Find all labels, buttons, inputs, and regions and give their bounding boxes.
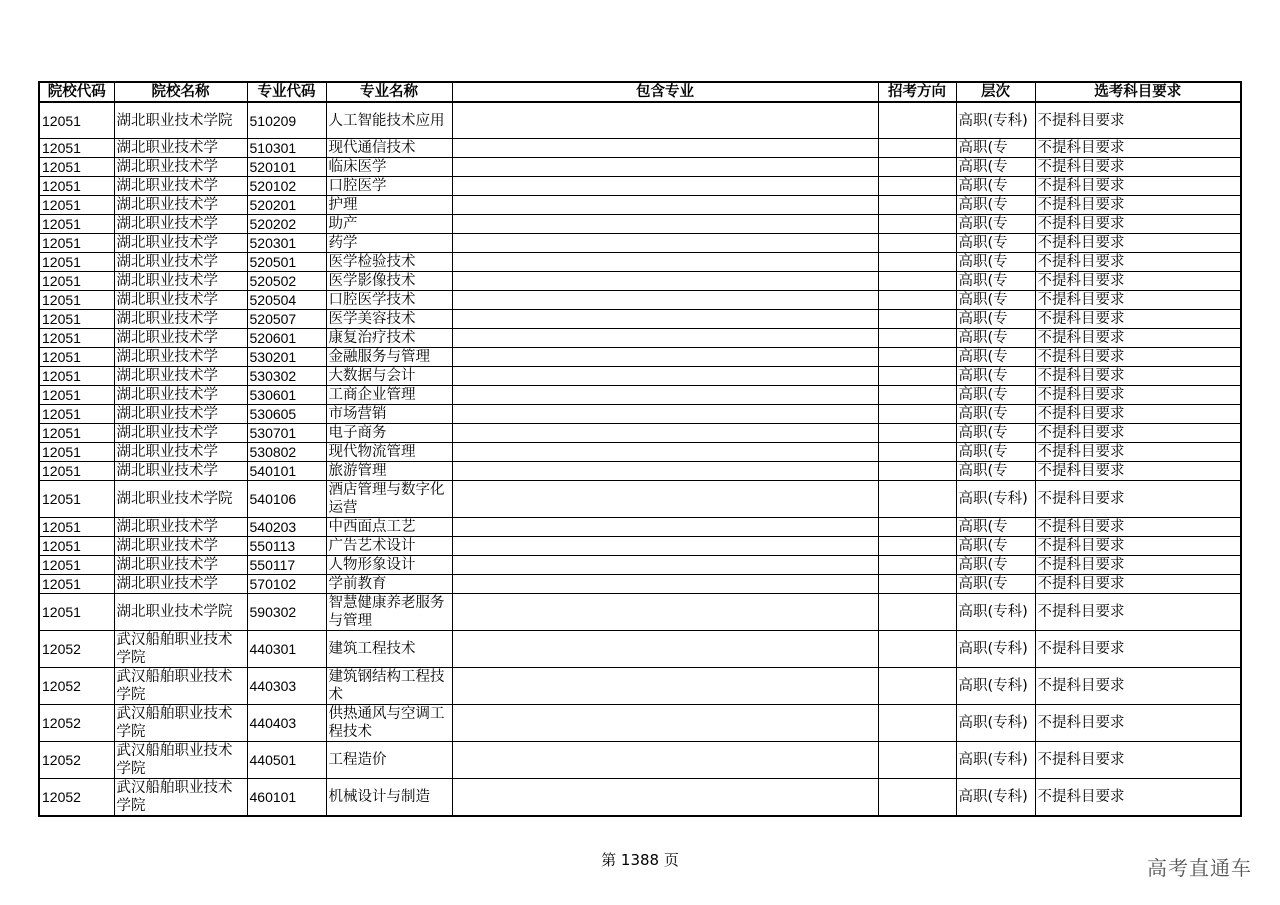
cell-level: 高职(专 [956,310,1035,329]
cell-major-name: 广告艺术设计 [326,537,452,556]
cell-included-majors [452,234,878,253]
cell-subject-requirement: 不提科目要求 [1035,556,1241,575]
cell-major-name: 药学 [326,234,452,253]
cell-direction [878,631,956,668]
table-row [39,779,1241,817]
cell-included-majors [452,329,878,348]
cell-subject-requirement: 不提科目要求 [1035,272,1241,291]
header-major-code: 专业代码 [247,82,326,102]
cell-school-name: 湖北职业技术学 [114,386,247,405]
cell-major-code: 510301 [247,139,326,158]
cell-major-name: 电子商务 [326,424,452,443]
header-school-code: 院校代码 [39,82,114,102]
cell-included-majors [452,575,878,594]
cell-major-code: 520201 [247,196,326,215]
cell-level: 高职(专科) [956,594,1035,631]
cell-major-name: 口腔医学技术 [326,291,452,310]
cell-level: 高职(专 [956,424,1035,443]
cell-school-code: 12051 [39,102,114,139]
cell-direction [878,742,956,779]
cell-school-name: 湖北职业技术学 [114,405,247,424]
cell-included-majors [452,668,878,705]
cell-subject-requirement: 不提科目要求 [1035,234,1241,253]
cell-included-majors [452,386,878,405]
cell-level: 高职(专 [956,253,1035,272]
cell-major-name: 人工智能技术应用 [326,102,452,139]
cell-school-code: 12051 [39,253,114,272]
cell-direction [878,537,956,556]
table-row [39,139,1241,158]
table-row [39,215,1241,234]
table-row [39,348,1241,367]
cell-included-majors [452,742,878,779]
cell-school-code: 12051 [39,329,114,348]
cell-school-code: 12051 [39,594,114,631]
cell-major-code: 440303 [247,668,326,705]
cell-major-name: 供热通风与空调工程技术 [326,705,452,742]
cell-included-majors [452,310,878,329]
cell-major-code: 540101 [247,462,326,481]
cell-subject-requirement: 不提科目要求 [1035,537,1241,556]
cell-school-code: 12051 [39,177,114,196]
cell-level: 高职(专 [956,462,1035,481]
cell-major-name: 护理 [326,196,452,215]
cell-major-code: 440403 [247,705,326,742]
cell-direction [878,705,956,742]
cell-school-code: 12051 [39,462,114,481]
cell-school-name: 湖北职业技术学 [114,196,247,215]
cell-direction [878,367,956,386]
cell-included-majors [452,348,878,367]
cell-level: 高职(专 [956,139,1035,158]
cell-school-name: 湖北职业技术学 [114,443,247,462]
cell-major-code: 520502 [247,272,326,291]
cell-major-code: 530201 [247,348,326,367]
cell-level: 高职(专 [956,291,1035,310]
cell-subject-requirement: 不提科目要求 [1035,253,1241,272]
cell-level: 高职(专科) [956,742,1035,779]
cell-school-code: 12051 [39,556,114,575]
cell-school-name: 湖北职业技术学 [114,158,247,177]
cell-direction [878,443,956,462]
cell-level: 高职(专 [956,215,1035,234]
table-row [39,234,1241,253]
table-row [39,386,1241,405]
cell-subject-requirement: 不提科目要求 [1035,329,1241,348]
cell-level: 高职(专 [956,537,1035,556]
watermark: 高考直通车 [1147,856,1252,880]
cell-school-code: 12051 [39,348,114,367]
cell-school-name: 湖北职业技术学 [114,329,247,348]
cell-included-majors [452,481,878,518]
table-row [39,424,1241,443]
cell-major-name: 现代物流管理 [326,443,452,462]
cell-included-majors [452,139,878,158]
cell-school-code: 12051 [39,196,114,215]
cell-included-majors [452,631,878,668]
cell-major-name: 智慧健康养老服务与管理 [326,594,452,631]
cell-school-name: 湖北职业技术学院 [114,481,247,518]
cell-subject-requirement: 不提科目要求 [1035,631,1241,668]
cell-level: 高职(专 [956,405,1035,424]
cell-direction [878,177,956,196]
cell-level: 高职(专 [956,556,1035,575]
admissions-table [38,81,1242,817]
cell-subject-requirement: 不提科目要求 [1035,139,1241,158]
cell-level: 高职(专科) [956,102,1035,139]
cell-school-code: 12051 [39,272,114,291]
cell-major-code: 530302 [247,367,326,386]
cell-subject-requirement: 不提科目要求 [1035,443,1241,462]
cell-major-code: 540106 [247,481,326,518]
cell-school-code: 12051 [39,158,114,177]
table-row [39,405,1241,424]
cell-level: 高职(专 [956,575,1035,594]
header-school-name: 院校名称 [114,82,247,102]
header-major-name: 专业名称 [326,82,452,102]
cell-major-code: 530605 [247,405,326,424]
cell-major-name: 工程造价 [326,742,452,779]
table-row [39,742,1241,779]
cell-school-name: 湖北职业技术学 [114,367,247,386]
cell-included-majors [452,518,878,537]
cell-major-name: 旅游管理 [326,462,452,481]
table-row [39,253,1241,272]
table-row [39,705,1241,742]
header-level: 层次 [956,82,1035,102]
cell-school-name: 湖北职业技术学 [114,272,247,291]
cell-included-majors [452,253,878,272]
cell-major-name: 医学美容技术 [326,310,452,329]
cell-direction [878,329,956,348]
cell-direction [878,348,956,367]
table-row [39,594,1241,631]
cell-subject-requirement: 不提科目要求 [1035,102,1241,139]
cell-school-name: 湖北职业技术学 [114,215,247,234]
cell-school-code: 12051 [39,481,114,518]
cell-included-majors [452,537,878,556]
cell-direction [878,481,956,518]
cell-direction [878,102,956,139]
cell-direction [878,405,956,424]
cell-school-code: 12052 [39,742,114,779]
cell-subject-requirement: 不提科目要求 [1035,705,1241,742]
cell-school-name: 武汉船舶职业技术学院 [114,779,247,817]
cell-direction [878,668,956,705]
cell-school-code: 12051 [39,215,114,234]
cell-major-name: 中西面点工艺 [326,518,452,537]
cell-school-name: 湖北职业技术学 [114,234,247,253]
cell-subject-requirement: 不提科目要求 [1035,177,1241,196]
table-row [39,196,1241,215]
table-row [39,310,1241,329]
cell-level: 高职(专 [956,367,1035,386]
cell-level: 高职(专 [956,158,1035,177]
cell-level: 高职(专科) [956,779,1035,817]
cell-school-code: 12051 [39,234,114,253]
cell-level: 高职(专 [956,272,1035,291]
table-row [39,537,1241,556]
cell-major-code: 520504 [247,291,326,310]
cell-major-name: 大数据与会计 [326,367,452,386]
cell-level: 高职(专 [956,329,1035,348]
cell-school-name: 湖北职业技术学 [114,537,247,556]
cell-major-name: 建筑钢结构工程技术 [326,668,452,705]
cell-direction [878,556,956,575]
table-row [39,177,1241,196]
cell-school-code: 12051 [39,139,114,158]
cell-school-code: 12051 [39,367,114,386]
header-subject-requirement: 选考科目要求 [1035,82,1241,102]
cell-level: 高职(专科) [956,631,1035,668]
cell-subject-requirement: 不提科目要求 [1035,348,1241,367]
cell-school-code: 12051 [39,291,114,310]
cell-major-name: 临床医学 [326,158,452,177]
cell-direction [878,234,956,253]
cell-school-name: 湖北职业技术学 [114,575,247,594]
cell-major-code: 520501 [247,253,326,272]
cell-subject-requirement: 不提科目要求 [1035,405,1241,424]
cell-school-code: 12051 [39,405,114,424]
cell-subject-requirement: 不提科目要求 [1035,158,1241,177]
cell-major-name: 现代通信技术 [326,139,452,158]
cell-direction [878,253,956,272]
cell-school-name: 武汉船舶职业技术学院 [114,742,247,779]
cell-direction [878,215,956,234]
table-row [39,481,1241,518]
cell-included-majors [452,443,878,462]
table-header-row [39,82,1241,102]
cell-school-name: 湖北职业技术学 [114,177,247,196]
cell-included-majors [452,177,878,196]
cell-major-name: 酒店管理与数字化运营 [326,481,452,518]
cell-major-name: 建筑工程技术 [326,631,452,668]
cell-included-majors [452,367,878,386]
cell-major-name: 口腔医学 [326,177,452,196]
table-row [39,291,1241,310]
cell-major-code: 530601 [247,386,326,405]
cell-major-code: 550117 [247,556,326,575]
cell-school-code: 12051 [39,310,114,329]
cell-school-code: 12051 [39,537,114,556]
cell-major-code: 530701 [247,424,326,443]
table-row [39,272,1241,291]
cell-direction [878,424,956,443]
cell-included-majors [452,272,878,291]
cell-included-majors [452,405,878,424]
table-row [39,102,1241,139]
cell-included-majors [452,196,878,215]
cell-subject-requirement: 不提科目要求 [1035,481,1241,518]
cell-included-majors [452,291,878,310]
cell-school-name: 武汉船舶职业技术学院 [114,668,247,705]
table-row [39,158,1241,177]
cell-direction [878,196,956,215]
cell-direction [878,139,956,158]
cell-subject-requirement: 不提科目要求 [1035,386,1241,405]
cell-major-code: 520601 [247,329,326,348]
cell-major-code: 570102 [247,575,326,594]
cell-major-name: 机械设计与制造 [326,779,452,817]
cell-level: 高职(专 [956,177,1035,196]
cell-school-name: 湖北职业技术学 [114,424,247,443]
cell-school-name: 湖北职业技术学 [114,556,247,575]
cell-level: 高职(专科) [956,481,1035,518]
cell-major-name: 助产 [326,215,452,234]
cell-major-name: 工商企业管理 [326,386,452,405]
cell-included-majors [452,779,878,817]
cell-school-name: 武汉船舶职业技术学院 [114,705,247,742]
cell-direction [878,594,956,631]
cell-school-name: 湖北职业技术学院 [114,594,247,631]
header-included-majors: 包含专业 [452,82,878,102]
cell-level: 高职(专 [956,443,1035,462]
cell-school-code: 12052 [39,668,114,705]
cell-level: 高职(专科) [956,705,1035,742]
cell-major-code: 520507 [247,310,326,329]
cell-level: 高职(专 [956,386,1035,405]
cell-major-code: 520102 [247,177,326,196]
table-body [39,102,1241,816]
cell-major-code: 510209 [247,102,326,139]
cell-school-name: 湖北职业技术学 [114,462,247,481]
table-row [39,556,1241,575]
cell-direction [878,386,956,405]
cell-school-name: 湖北职业技术学院 [114,102,247,139]
cell-direction [878,310,956,329]
cell-subject-requirement: 不提科目要求 [1035,215,1241,234]
cell-school-code: 12051 [39,424,114,443]
cell-level: 高职(专 [956,348,1035,367]
cell-included-majors [452,102,878,139]
cell-school-name: 湖北职业技术学 [114,253,247,272]
cell-level: 高职(专 [956,518,1035,537]
cell-major-name: 市场营销 [326,405,452,424]
cell-major-code: 590302 [247,594,326,631]
page-number: 第 1388 页 [601,851,679,869]
cell-level: 高职(专科) [956,668,1035,705]
cell-school-name: 武汉船舶职业技术学院 [114,631,247,668]
cell-major-code: 460101 [247,779,326,817]
table-row [39,668,1241,705]
cell-included-majors [452,705,878,742]
cell-level: 高职(专 [956,234,1035,253]
table-row [39,631,1241,668]
cell-subject-requirement: 不提科目要求 [1035,518,1241,537]
cell-major-name: 医学检验技术 [326,253,452,272]
cell-direction [878,518,956,537]
table-row [39,575,1241,594]
cell-level: 高职(专 [956,196,1035,215]
cell-school-name: 湖北职业技术学 [114,139,247,158]
cell-major-name: 学前教育 [326,575,452,594]
cell-school-name: 湖北职业技术学 [114,310,247,329]
cell-school-name: 湖北职业技术学 [114,348,247,367]
cell-included-majors [452,594,878,631]
cell-subject-requirement: 不提科目要求 [1035,668,1241,705]
cell-subject-requirement: 不提科目要求 [1035,196,1241,215]
table-row [39,367,1241,386]
cell-included-majors [452,158,878,177]
cell-school-code: 12051 [39,518,114,537]
cell-direction [878,575,956,594]
cell-school-code: 12051 [39,575,114,594]
cell-school-name: 湖北职业技术学 [114,518,247,537]
cell-school-code: 12051 [39,443,114,462]
cell-direction [878,158,956,177]
cell-subject-requirement: 不提科目要求 [1035,575,1241,594]
cell-direction [878,272,956,291]
cell-included-majors [452,556,878,575]
cell-included-majors [452,462,878,481]
cell-school-code: 12052 [39,631,114,668]
cell-major-code: 520101 [247,158,326,177]
table-row [39,462,1241,481]
cell-subject-requirement: 不提科目要求 [1035,594,1241,631]
cell-major-code: 530802 [247,443,326,462]
cell-major-code: 550113 [247,537,326,556]
cell-major-name: 金融服务与管理 [326,348,452,367]
cell-major-code: 440301 [247,631,326,668]
cell-major-name: 人物形象设计 [326,556,452,575]
cell-subject-requirement: 不提科目要求 [1035,424,1241,443]
cell-direction [878,779,956,817]
table-row [39,518,1241,537]
header-direction: 招考方向 [878,82,956,102]
cell-school-code: 12052 [39,779,114,817]
table-row [39,329,1241,348]
cell-school-name: 湖北职业技术学 [114,291,247,310]
cell-subject-requirement: 不提科目要求 [1035,367,1241,386]
cell-direction [878,291,956,310]
cell-subject-requirement: 不提科目要求 [1035,310,1241,329]
cell-major-code: 520301 [247,234,326,253]
cell-included-majors [452,424,878,443]
cell-subject-requirement: 不提科目要求 [1035,291,1241,310]
cell-included-majors [452,215,878,234]
cell-major-code: 440501 [247,742,326,779]
table-row [39,443,1241,462]
cell-subject-requirement: 不提科目要求 [1035,462,1241,481]
cell-school-code: 12051 [39,386,114,405]
cell-subject-requirement: 不提科目要求 [1035,742,1241,779]
cell-direction [878,462,956,481]
cell-major-name: 康复治疗技术 [326,329,452,348]
cell-major-name: 医学影像技术 [326,272,452,291]
cell-major-code: 520202 [247,215,326,234]
cell-school-code: 12052 [39,705,114,742]
cell-major-code: 540203 [247,518,326,537]
cell-subject-requirement: 不提科目要求 [1035,779,1241,817]
